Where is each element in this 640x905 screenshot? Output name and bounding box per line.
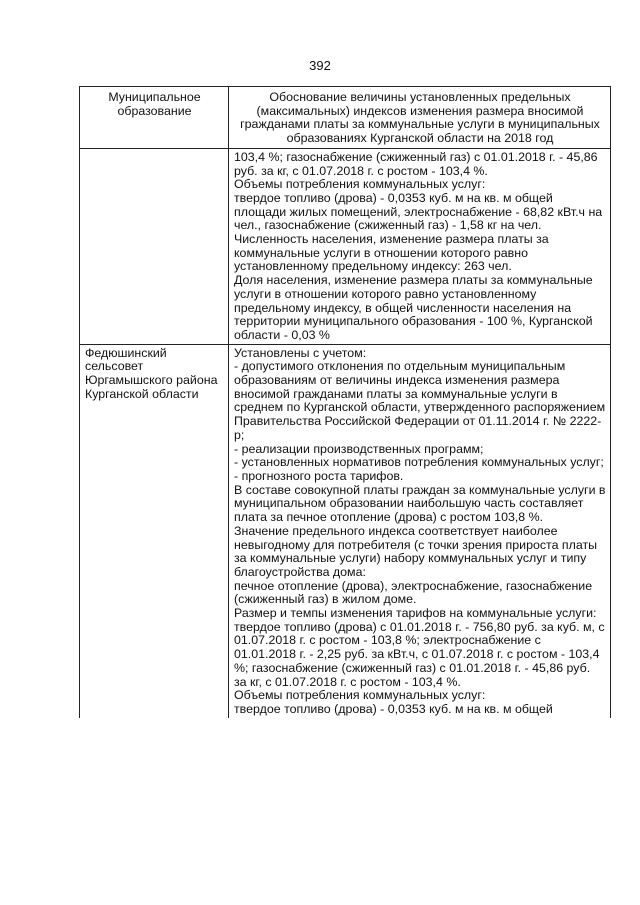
- row1-municipality: [80, 148, 229, 344]
- row2-paragraph: - установленных нормативов потребления коммунальных услуг;: [234, 455, 604, 470]
- row2-paragraph: - реализации производственных программ;: [234, 441, 484, 456]
- row2-paragraph: - допустимого отклонения по отдельным муниципальным образованиям от величины индекса изменения размера вносимой гражданами платы за коммунальные услуги в среднем по Курганской области, утвержденного распоряжением Правительства Российской Федерации от 01.11.2014 г. № 2222-р;: [234, 359, 606, 442]
- row2-paragraph: Значение предельного индекса соответствует наиболее невыгодному для потребителя (с точки зрения прироста платы за коммунальные услуги) набору коммунальных услуг и типу благоустройства дома:: [234, 523, 598, 579]
- header-municipality: Муниципальное образование: [80, 87, 229, 149]
- row2-paragraph: Установлены с учетом:: [234, 345, 367, 360]
- table-row: [80, 344, 611, 717]
- row1-paragraph: Объемы потребления коммунальных услуг:: [234, 177, 486, 192]
- table-row: [80, 148, 611, 344]
- row1-paragraph: Доля населения, изменение размера платы за коммунальные услуги в отношении которого равно установленному предельному индексу, в общей численности населения на территории муниципального образования - 100 %, Курганской области - 0,03 %: [234, 273, 593, 342]
- row1-justification: [229, 148, 611, 344]
- row2-paragraph: Размер и темпы изменения тарифов на коммунальные услуги:: [234, 606, 597, 621]
- row2-municipality: Федюшинский сельсовет Юргамышского района Курганской области: [80, 344, 229, 717]
- header-justification: Обоснование величины установленных предельных (максимальных) индексов изменения размера вносимой гражданами платы за коммунальные услуги в муниципальных образованиях Курганской области на 2018 год: [229, 87, 611, 149]
- tariff-index-table: [79, 86, 611, 718]
- row2-paragraph: В составе совокупной платы граждан за коммунальные услуги в муниципальном образовании наибольшую часть составляет плата за печное отопление (дрова) с ростом 103,8 %.: [234, 482, 606, 525]
- table-header-row: [80, 87, 611, 149]
- row2-paragraph: твердое топливо (дрова) - 0,0353 куб. м на кв. м общей: [234, 701, 553, 716]
- row2-paragraph: - прогнозного роста тарифов.: [234, 468, 404, 483]
- row2-paragraph: твердое топливо (дрова) с 01.01.2018 г. - 756,80 руб. за куб. м, с 01.07.2018 г. с ростом - 103,8 %; электроснабжение с 01.01.2018 г. - 2,25 руб. за кВт.ч, с 01.07.2018 г. с ростом - 103,4 %; газоснабжение (сжиженный газ) с 01.01.2018 г. - 45,86 руб. за кг, с 01.07.2018 г. с ростом - 103,4 %.: [234, 619, 605, 689]
- row2-paragraph: Объемы потребления коммунальных услуг:: [234, 688, 486, 703]
- row1-paragraph: твердое топливо (дрова) - 0,0353 куб. м на кв. м общей площади жилых помещений, электроснабжение - 68,82 кВт.ч на чел., газоснабжение (сжиженный газ) - 1,58 кг на чел.: [234, 190, 603, 233]
- row1-paragraph: Численность населения, изменение размера платы за коммунальные услуги в отношении которого равно установленному предельному индексу: 263 чел.: [234, 232, 549, 274]
- row1-paragraph: 103,4 %; газоснабжение (сжиженный газ) с 01.01.2018 г. - 45,86 руб. за кг, с 01.07.2018 г. с ростом - 103,4 %.: [234, 149, 598, 178]
- row2-paragraph: печное отопление (дрова), электроснабжение, газоснабжение (сжиженный газ) в жилом доме.: [234, 578, 593, 607]
- row2-justification: [229, 344, 611, 717]
- page-number: 392: [309, 58, 331, 73]
